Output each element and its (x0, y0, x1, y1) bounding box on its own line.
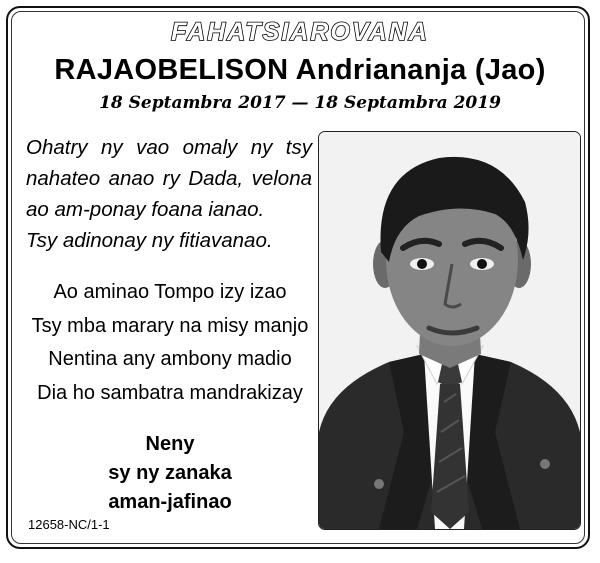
signature-line: sy ny zanaka (108, 462, 232, 484)
portrait-illustration (319, 132, 580, 529)
intro-text (26, 132, 312, 256)
intro-line: Ohatry ny vao omaly ny tsy (26, 136, 312, 159)
intro-line: ao am-ponay foana ianao. (26, 198, 265, 221)
poem-line: Ao aminao Tompo izy izao (53, 281, 287, 303)
memorial-dates: 18 Septambra 2017 — 18 Septambra 2019 (99, 93, 501, 113)
poem-line: Tsy mba marary na misy manjo (31, 314, 309, 337)
signature (20, 430, 320, 517)
intro-line: Tsy adinonay ny fitiavanao. (26, 229, 273, 252)
portrait-photo (318, 131, 581, 530)
notice-kicker: FAHATSIAROVANA (171, 18, 429, 46)
poem-line: Nentina any ambony madio (48, 348, 292, 370)
poem (20, 276, 320, 410)
reference-code: 12658-NC/1-1 (28, 517, 110, 532)
signature-line: Neny (145, 433, 195, 455)
poem-line: Dia ho sambatra mandrakizay (37, 381, 303, 404)
intro-line: nahateo anao ry Dada, velona (26, 167, 312, 190)
signature-line: aman-jafinao (108, 491, 232, 513)
deceased-name: RAJAOBELISON Andriananja (Jao) (54, 54, 546, 86)
